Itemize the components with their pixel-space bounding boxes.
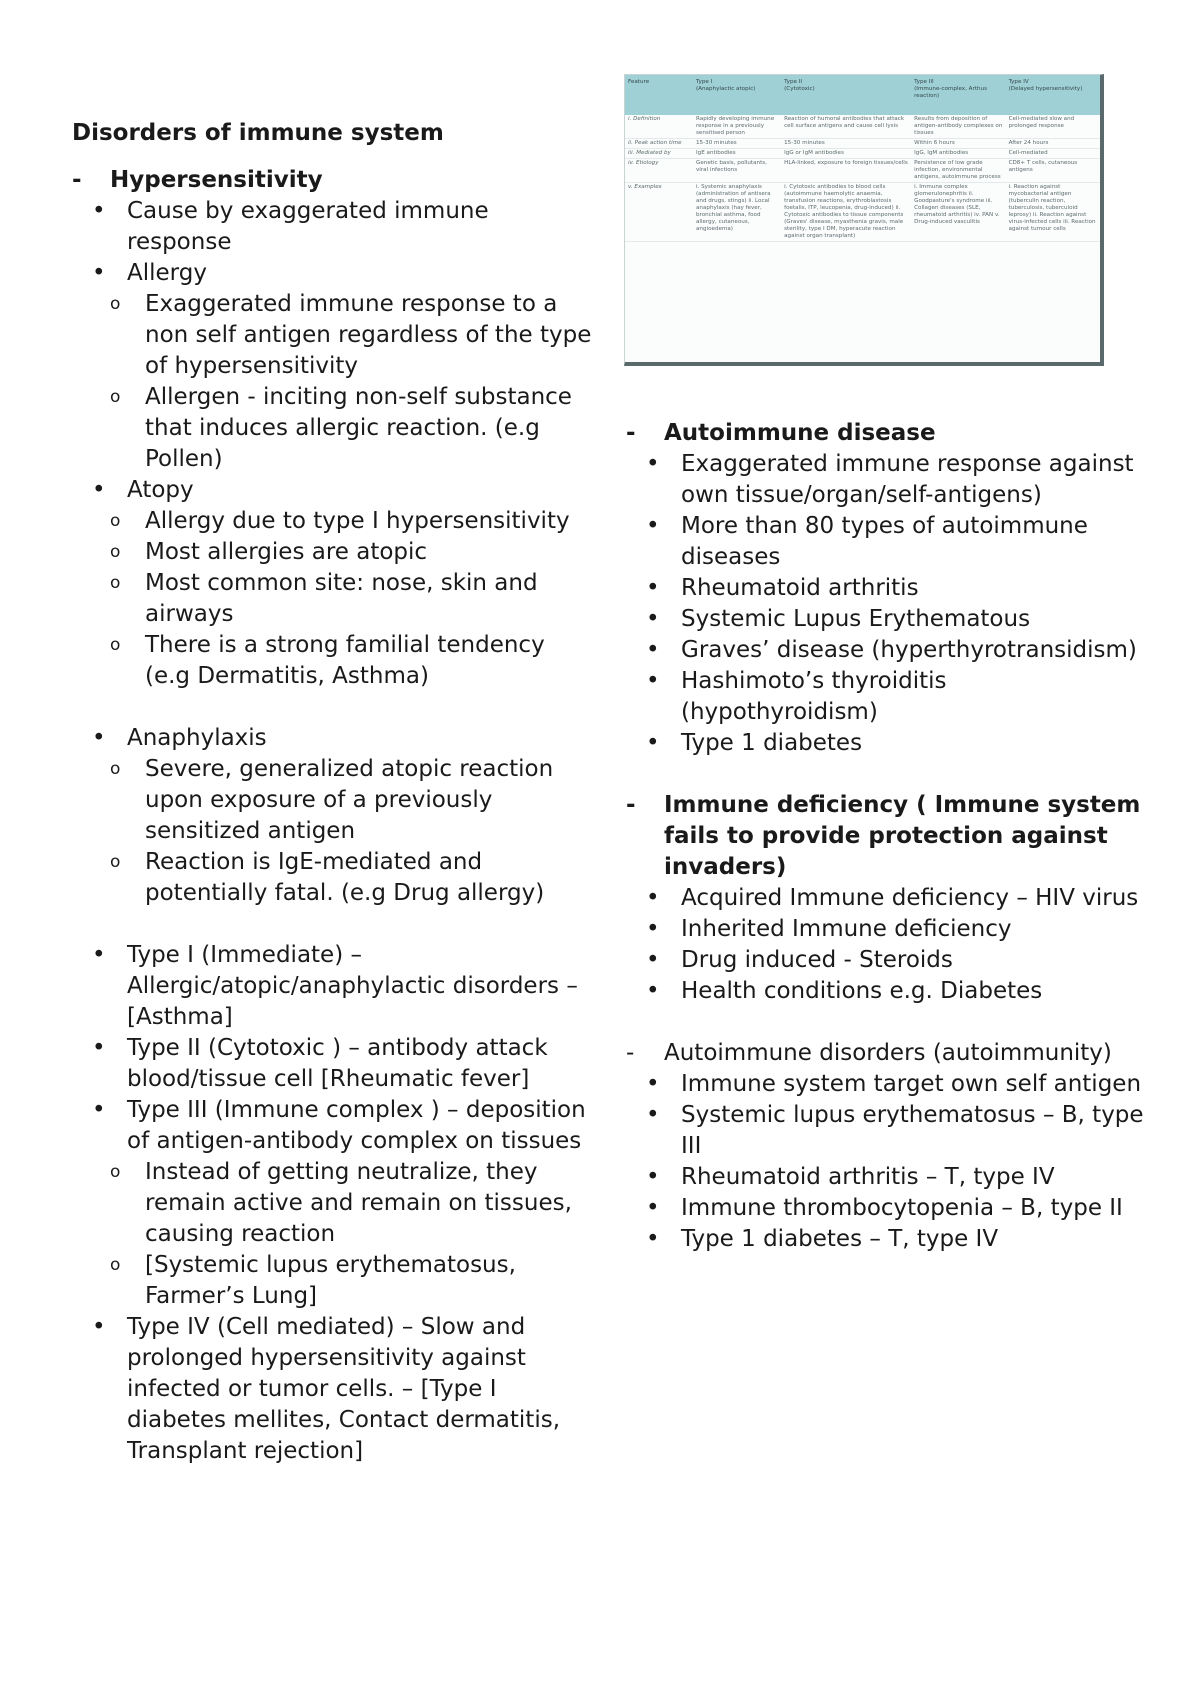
sub-list-item: o Most common site: nose, skin and airways: [72, 568, 592, 630]
table-cell: IgG or IgM antibodies: [781, 149, 911, 159]
table-cell: Cell-mediated: [1006, 149, 1100, 159]
sub-list-item: o Most allergies are atopic: [72, 537, 592, 568]
autoimmune-disease-section: [626, 418, 1146, 759]
section-heading-text: Autoimmune disorders (autoimmunity): [664, 1040, 1112, 1066]
sub-list-item: o There is a strong familial tendency (e.g Dermatitis, Asthma): [72, 630, 592, 692]
sub-list-item: o Instead of getting neutralize, they remain active and remain on tissues, causing reaction: [72, 1157, 592, 1250]
list-item: • Type 1 diabetes – T, type IV: [626, 1224, 1146, 1255]
table-row: [625, 159, 1100, 183]
autoimmune-disorders-section: [626, 1038, 1146, 1255]
table-cell: Rapidly developing immune response in a previously sensitised person: [693, 115, 781, 139]
table-cell: ii. Peak action time: [625, 139, 693, 149]
list-item: • Hashimoto’s thyroiditis (hypothyroidism): [626, 666, 1146, 728]
left-column: [72, 118, 592, 1467]
list-item: • Rheumatoid arthritis: [626, 573, 1146, 604]
section-heading-text: Immune deficiency ( Immune system fails to provide protection against invaders): [664, 792, 1141, 880]
table-cell: Results from deposition of antigen-antibody complexes on tissues: [911, 115, 1005, 139]
table-cell: Persistence of low grade infection, environmental antigens, autoimmune process: [911, 159, 1005, 183]
table-cell: CD8+ T cells, cutaneous antigens: [1006, 159, 1100, 183]
list-item: • More than 80 types of autoimmune diseases: [626, 511, 1146, 573]
table-cell: Within 6 hours: [911, 139, 1005, 149]
dash-marker: -: [72, 167, 82, 193]
table-header-cell: Feature: [625, 75, 693, 115]
anaphylaxis-list: [72, 723, 592, 909]
sub-list-item: o Allergy due to type I hypersensitivity: [72, 506, 592, 537]
list-item: • Allergy: [72, 258, 592, 289]
table-cell: 15-30 minutes: [781, 139, 911, 149]
list-item: • Systemic lupus erythematosus – B, type III: [626, 1100, 1146, 1162]
list-item: • Immune system target own self antigen: [626, 1069, 1146, 1100]
table-row: [625, 115, 1100, 139]
section-heading-text: Hypersensitivity: [110, 167, 323, 193]
list-item: • Type II (Cytotoxic ) – antibody attack blood/tissue cell [Rheumatic fever]: [72, 1033, 592, 1095]
spacer: [626, 1007, 1146, 1038]
table-row: [625, 183, 1100, 242]
table-header-cell: Type II (Cytotoxic): [781, 75, 911, 115]
section-heading: [72, 165, 592, 196]
table-cell: Genetic basis, pollutants, viral infections: [693, 159, 781, 183]
list-item: • Anaphylaxis: [72, 723, 592, 754]
table-header-row: [625, 75, 1100, 115]
autoimmune-disorders-list: [626, 1069, 1146, 1255]
table-row: [625, 139, 1100, 149]
table-cell: IgG, IgM antibodies: [911, 149, 1005, 159]
spacer: [72, 692, 592, 723]
table-cell: i. Definition: [625, 115, 693, 139]
list-item: • Graves’ disease (hyperthyrotransidism): [626, 635, 1146, 666]
list-item: • Acquired Immune deficiency – HIV virus: [626, 883, 1146, 914]
table-cell: i. Immune complex glomerulonephritis ii. Goodpasture's syndrome iii. Collagen diseases (SLE, rheumatoid arthritis) iv. PAN v. Drug-induced vasculitis: [911, 183, 1005, 242]
table-cell: i. Cytotoxic antibodies to blood cells (autoimmune haemolytic anaemia, transfusion reactions, erythroblastosis foetalis, ITP, leucopenia, drug-induced) ii. Cytotoxic antibodies to tissue components (Graves' disease, myasthenia gravis, male sterility, type I DM, hyperacute reaction against organ transplant): [781, 183, 911, 242]
table-cell: HLA-linked, exposure to foreign tissues/cells: [781, 159, 911, 183]
immune-deficiency-section: [626, 790, 1146, 1007]
table-cell: After 24 hours: [1006, 139, 1100, 149]
list-item: • Immune thrombocytopenia – B, type II: [626, 1193, 1146, 1224]
list-item: • Atopy: [72, 475, 592, 506]
hypersensitivity-section: [72, 165, 592, 1467]
dash-marker: -: [626, 792, 636, 818]
immune-deficiency-list: [626, 883, 1146, 1007]
table-cell: i. Systemic anaphylaxis (administration of antisera and drugs, stings) ii. Local anaphylaxis (hay fever, bronchial asthma, food allergy, cutaneous, angioedema): [693, 183, 781, 242]
hypersensitivity-types-list: [72, 940, 592, 1467]
right-column: [626, 418, 1146, 1255]
table-cell: iii. Mediated by: [625, 149, 693, 159]
list-item: • Cause by exaggerated immune response: [72, 196, 592, 258]
list-item: • Inherited Immune deficiency: [626, 914, 1146, 945]
table-header-cell: Type IV (Delayed hypersensitivity): [1006, 75, 1100, 115]
sub-list-item: o [Systemic lupus erythematosus, Farmer’s Lung]: [72, 1250, 592, 1312]
sub-list-item: o Severe, generalized atopic reaction upon exposure of a previously sensitized antigen: [72, 754, 592, 847]
autoimmune-disease-list: [626, 449, 1146, 759]
table-cell: i. Reaction against mycobacterial antigen (tuberculin reaction, tuberculosis, tuberculoid leprosy) ii. Reaction against virus-infected cells iii. Reaction against tumour cells: [1006, 183, 1100, 242]
section-heading-text: Autoimmune disease: [664, 420, 936, 446]
dash-marker: -: [626, 420, 636, 446]
section-heading: [626, 1038, 1146, 1069]
sub-list-item: o Reaction is IgE-mediated and potentially fatal. (e.g Drug allergy): [72, 847, 592, 909]
hypersensitivity-table-figure: [624, 74, 1104, 366]
list-item: • Rheumatoid arthritis – T, type IV: [626, 1162, 1146, 1193]
list-item: • Type 1 diabetes: [626, 728, 1146, 759]
table-cell: Cell-mediated slow and prolonged response: [1006, 115, 1100, 139]
page-title: Disorders of immune system: [72, 120, 444, 146]
list-item: • Health conditions e.g. Diabetes: [626, 976, 1146, 1007]
list-item: • Systemic Lupus Erythematous: [626, 604, 1146, 635]
table-header-cell: Type I (Anaphylactic atopic): [693, 75, 781, 115]
section-heading: [626, 418, 1146, 449]
table-cell: iv. Etiology: [625, 159, 693, 183]
section-heading: [626, 790, 1146, 883]
sub-list-item: o Exaggerated immune response to a non self antigen regardless of the type of hypersensitivity: [72, 289, 592, 382]
table-cell: v. Examples: [625, 183, 693, 242]
list-item: • Type I (Immediate) – Allergic/atopic/anaphylactic disorders – [Asthma]: [72, 940, 592, 1033]
sub-list-item: o Allergen - inciting non-self substance that induces allergic reaction. (e.g Pollen): [72, 382, 592, 475]
dash-marker: -: [626, 1040, 635, 1066]
table-cell: 15-30 minutes: [693, 139, 781, 149]
list-item: • Type IV (Cell mediated) – Slow and prolonged hypersensitivity against infected or tumor cells. – [Type I diabetes mellites, Contact dermatitis, Transplant rejection]: [72, 1312, 592, 1467]
list-item: • Exaggerated immune response against own tissue/organ/self-antigens): [626, 449, 1146, 511]
spacer: [72, 909, 592, 940]
table-header-cell: Type III (Immune-complex, Arthus reaction): [911, 75, 1005, 115]
spacer: [626, 759, 1146, 790]
list-item: • Type III (Immune complex ) – deposition of antigen-antibody complex on tissues: [72, 1095, 592, 1157]
list-item: • Drug induced - Steroids: [626, 945, 1146, 976]
hypersensitivity-table: [625, 75, 1100, 242]
hypersensitivity-list: [72, 196, 592, 692]
table-cell: Reaction of humoral antibodies that attack cell surface antigens and cause cell lysis: [781, 115, 911, 139]
table-row: [625, 149, 1100, 159]
table-cell: IgE antibodies: [693, 149, 781, 159]
